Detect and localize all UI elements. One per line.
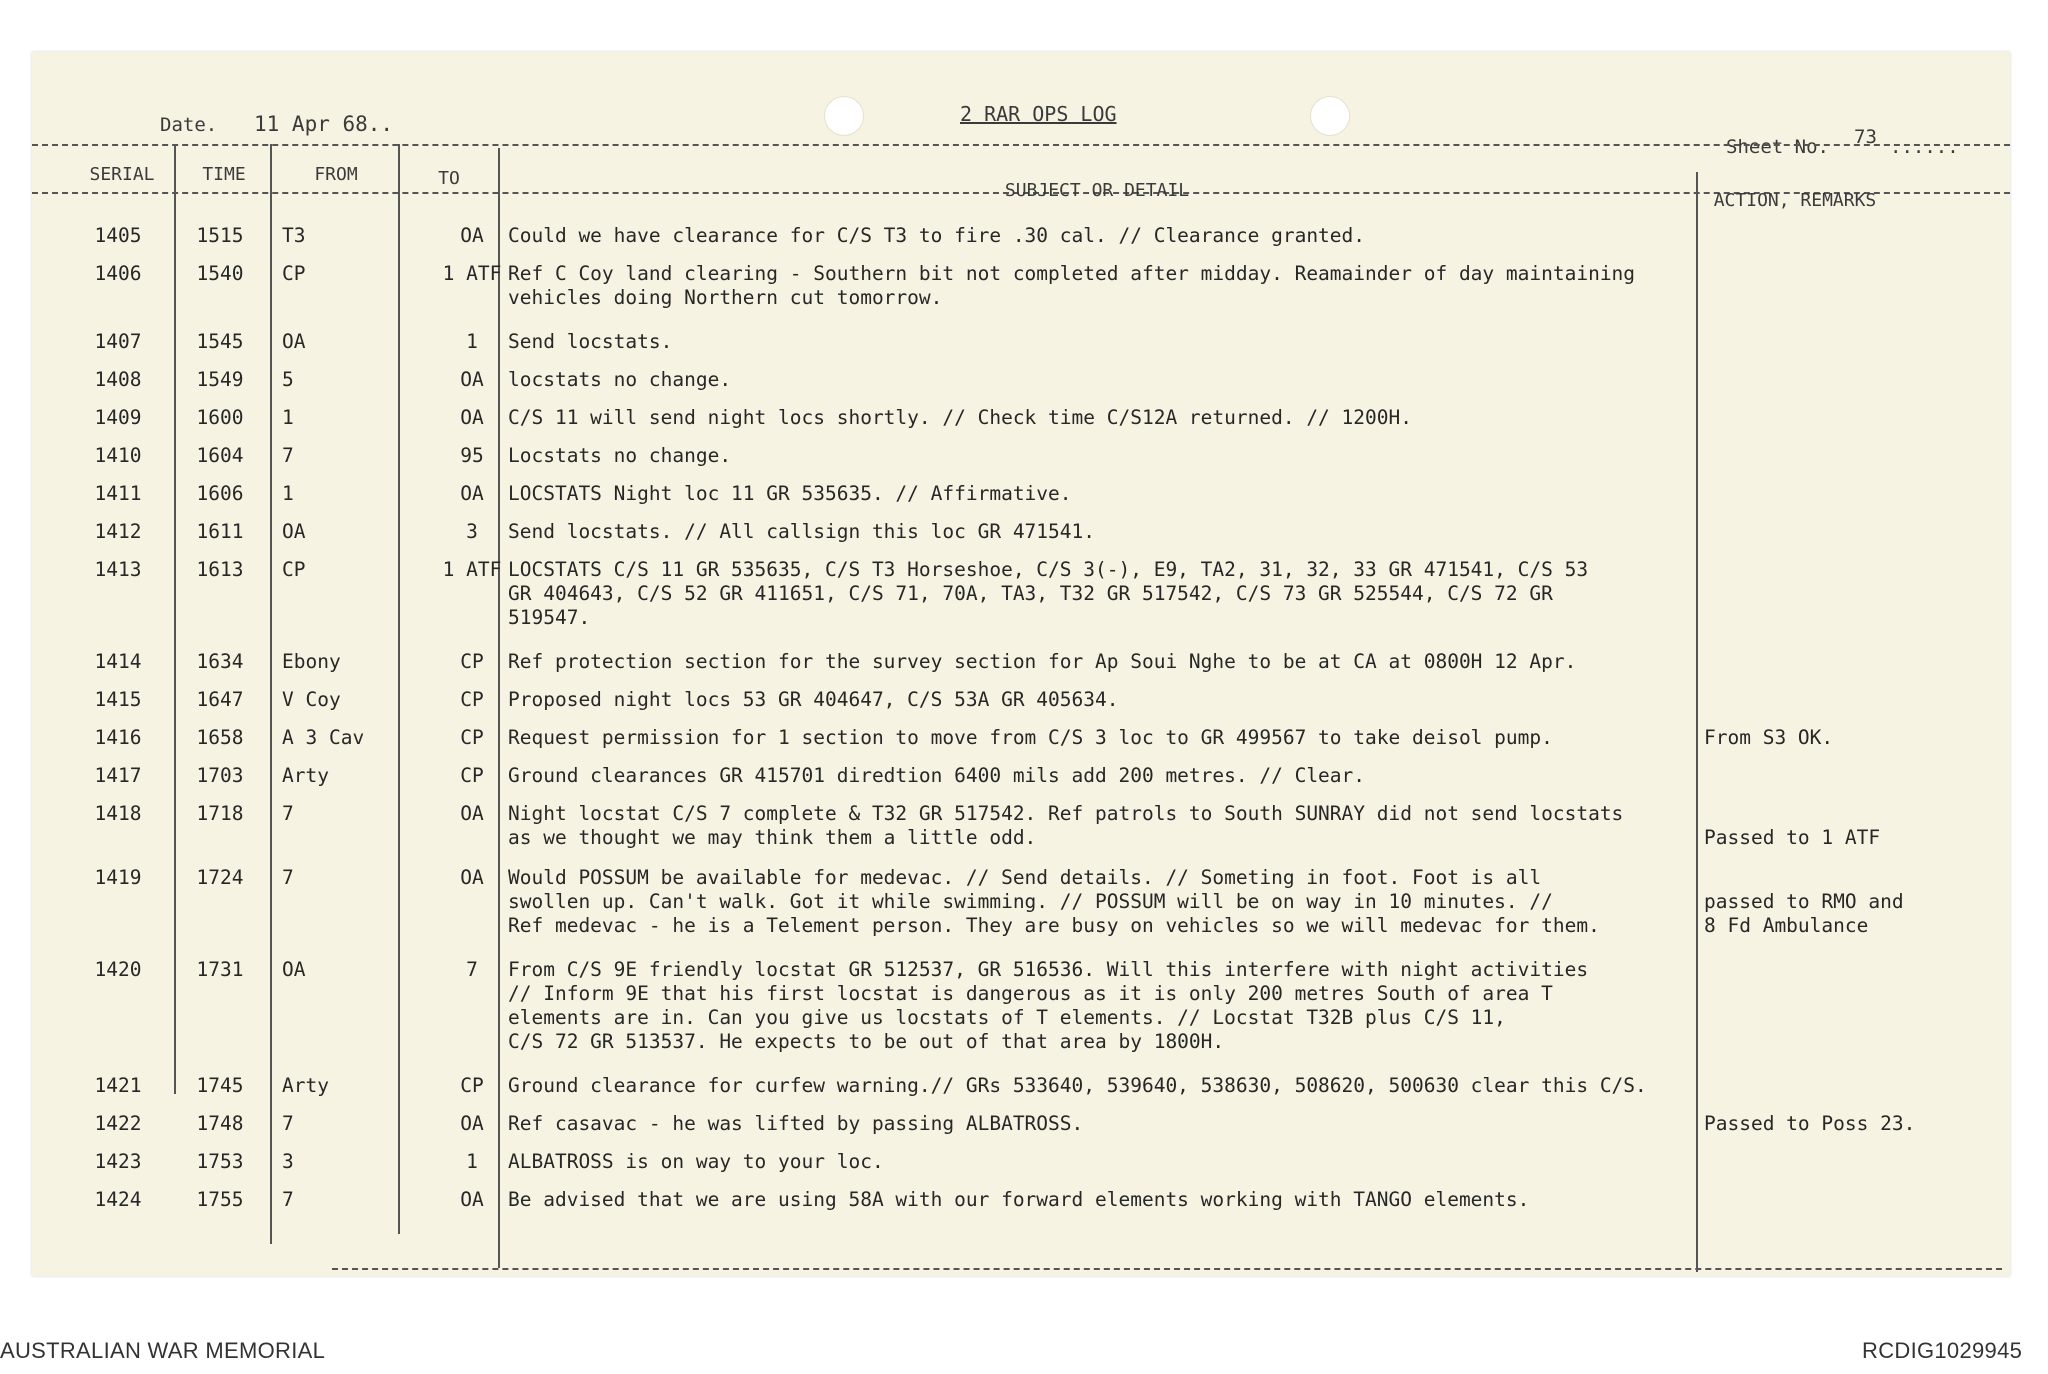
to-cell: 1: [466, 1150, 478, 1173]
serial-cell: 1417: [94, 764, 142, 787]
time-cell: 1753: [196, 1150, 244, 1173]
top-rule: [32, 144, 2010, 146]
col-serial: SERIAL: [89, 164, 155, 185]
detail-cell: Proposed night locs 53 GR 404647, C/S 53A GR 405634.: [508, 688, 1119, 711]
col-detail: SUBJECT OR DETAIL: [1004, 180, 1190, 201]
from-cell: 7: [282, 1112, 294, 1135]
col-from: FROM: [314, 164, 358, 185]
from-cell: OA: [282, 520, 306, 543]
serial-cell: 1409: [94, 406, 142, 429]
serial-cell: 1418: [94, 802, 142, 825]
col-action: ACTION, REMARKS: [1713, 190, 1877, 211]
to-cell: OA: [460, 1112, 484, 1135]
serial-cell: 1416: [94, 726, 142, 749]
to-cell: OA: [460, 866, 484, 889]
time-cell: 1755: [196, 1188, 244, 1211]
time-cell: 1718: [196, 802, 244, 825]
divider-time-from: [270, 144, 272, 1244]
to-cell: 95: [460, 444, 484, 467]
time-cell: 1540: [196, 262, 244, 285]
to-cell: CP: [460, 1074, 484, 1097]
time-cell: 1549: [196, 368, 244, 391]
sheet-label: Sheet No.: [1726, 136, 1829, 158]
detail-cell: Send locstats.: [508, 330, 673, 353]
to-cell: OA: [460, 482, 484, 505]
detail-cell: Could we have clearance for C/S T3 to fire .30 cal. // Clearance granted.: [508, 224, 1366, 247]
detail-cell: Request permission for 1 section to move from C/S 3 loc to GR 499567 to take deisol pump.: [508, 726, 1553, 749]
serial-cell: 1423: [94, 1150, 142, 1173]
log-sheet: [32, 52, 2010, 1276]
date-value: 11 Apr 68..: [254, 112, 394, 136]
serial-cell: 1421: [94, 1074, 142, 1097]
detail-cell: Locstats no change.: [508, 444, 732, 467]
to-cell: OA: [460, 802, 484, 825]
action-cell: passed to RMO and 8 Fd Ambulance: [1704, 890, 1904, 937]
from-cell: 1: [282, 406, 294, 429]
date-label: Date.: [160, 114, 218, 136]
serial-cell: 1410: [94, 444, 142, 467]
to-cell: OA: [460, 224, 484, 247]
detail-cell: C/S 11 will send night locs shortly. // Check time C/S12A returned. // 1200H.: [508, 406, 1412, 429]
serial-cell: 1415: [94, 688, 142, 711]
action-cell: From S3 OK.: [1704, 726, 1834, 749]
detail-cell: LOCSTATS C/S 11 GR 535635, C/S T3 Horseshoe, C/S 3(-), E9, TA2, 31, 32, 33 GR 471541, C/S 53 GR 404643, C/S 52 GR 411651, C/S 71, 70A, TA3, T32 GR 517542, C/S 73 GR 525544, C/S 72 GR 519547.: [508, 558, 1589, 629]
serial-cell: 1414: [94, 650, 142, 673]
to-cell: CP: [460, 726, 484, 749]
time-cell: 1634: [196, 650, 244, 673]
detail-cell: Ref protection section for the survey section for Ap Soui Nghe to be at CA at 0800H 12 Apr.: [508, 650, 1577, 673]
detail-cell: ALBATROSS is on way to your loc.: [508, 1150, 884, 1173]
from-cell: A 3 Cav: [282, 726, 365, 749]
time-cell: 1658: [196, 726, 244, 749]
serial-cell: 1411: [94, 482, 142, 505]
detail-cell: Send locstats. // All callsign this loc GR 471541.: [508, 520, 1095, 543]
detail-cell: Ref C Coy land clearing - Southern bit not completed after midday. Reamainder of day maintaining vehicles doing Northern cut tomorrow.: [508, 262, 1636, 309]
from-cell: 1: [282, 482, 294, 505]
from-cell: OA: [282, 958, 306, 981]
detail-cell: LOCSTATS Night loc 11 GR 535635. // Affirmative.: [508, 482, 1072, 505]
time-cell: 1600: [196, 406, 244, 429]
from-cell: Ebony: [282, 650, 341, 673]
from-cell: 3: [282, 1150, 294, 1173]
to-cell: 7: [466, 958, 478, 981]
time-cell: 1724: [196, 866, 244, 889]
detail-cell: Ref casavac - he was lifted by passing ALBATROSS.: [508, 1112, 1084, 1135]
sheet-number: 73: [1854, 126, 1877, 148]
time-cell: 1611: [196, 520, 244, 543]
time-cell: 1745: [196, 1074, 244, 1097]
time-cell: 1545: [196, 330, 244, 353]
action-cell: Passed to Poss 23.: [1704, 1112, 1916, 1135]
time-cell: 1703: [196, 764, 244, 787]
from-cell: Arty: [282, 1074, 329, 1097]
time-cell: 1748: [196, 1112, 244, 1135]
serial-cell: 1419: [94, 866, 142, 889]
col-time: TIME: [202, 164, 246, 185]
to-cell: 1: [466, 330, 478, 353]
detail-cell: locstats no change.: [508, 368, 732, 391]
from-cell: CP: [282, 558, 306, 581]
to-cell: OA: [460, 406, 484, 429]
sheet-dots: ......: [1890, 136, 1959, 158]
detail-cell: Night locstat C/S 7 complete & T32 GR 517542. Ref patrols to South SUNRAY did not send locstats as we thought we may think them a little odd.: [508, 802, 1624, 849]
from-cell: 7: [282, 802, 294, 825]
detail-cell: Ground clearances GR 415701 diredtion 6400 mils add 200 metres. // Clear.: [508, 764, 1366, 787]
serial-cell: 1405: [94, 224, 142, 247]
detail-cell: Would POSSUM be available for medevac. // Send details. // Someting in foot. Foot is all swollen up. Can't walk. Got it while swimming. // POSSUM will be on way in 10 minutes. // Ref medevac - he is a Telement person. They are busy on vehicles so we will medevac for them.: [508, 866, 1600, 937]
serial-cell: 1407: [94, 330, 142, 353]
divider-serial-time: [174, 144, 176, 1094]
from-cell: V Coy: [282, 688, 341, 711]
time-cell: 1731: [196, 958, 244, 981]
time-cell: 1613: [196, 558, 244, 581]
from-cell: 7: [282, 444, 294, 467]
log-title: 2 RAR OPS LOG: [960, 102, 1117, 126]
time-cell: 1606: [196, 482, 244, 505]
to-cell: CP: [460, 650, 484, 673]
serial-cell: 1422: [94, 1112, 142, 1135]
serial-cell: 1424: [94, 1188, 142, 1211]
serial-cell: 1412: [94, 520, 142, 543]
to-cell: CP: [460, 688, 484, 711]
to-cell: 3: [466, 520, 478, 543]
time-cell: 1604: [196, 444, 244, 467]
col-to: TO: [438, 168, 460, 189]
punch-hole-right: [1310, 96, 1350, 136]
from-cell: 7: [282, 866, 294, 889]
to-cell: CP: [460, 764, 484, 787]
detail-cell: Be advised that we are using 58A with our forward elements working with TANGO elements.: [508, 1188, 1530, 1211]
punch-hole-left: [824, 96, 864, 136]
to-cell: 1 ATF: [442, 262, 502, 285]
from-cell: CP: [282, 262, 306, 285]
to-cell: OA: [460, 1188, 484, 1211]
from-cell: 5: [282, 368, 294, 391]
bottom-rule: [332, 1268, 2002, 1270]
detail-cell: Ground clearance for curfew warning.// GRs 533640, 539640, 538630, 508620, 500630 clear this C/S.: [508, 1074, 1647, 1097]
from-cell: Arty: [282, 764, 329, 787]
from-cell: OA: [282, 330, 306, 353]
serial-cell: 1420: [94, 958, 142, 981]
to-cell: OA: [460, 368, 484, 391]
from-cell: 7: [282, 1188, 294, 1211]
serial-cell: 1413: [94, 558, 142, 581]
archive-reference: RCDIG1029945: [1862, 1338, 2023, 1363]
to-cell: 1 ATF: [442, 558, 502, 581]
serial-cell: 1406: [94, 262, 142, 285]
detail-cell: From C/S 9E friendly locstat GR 512537, GR 516536. Will this interfere with night activities // Inform 9E that his first locstat is dangerous as it is only 200 metres South of area T elements are in. Can you give us locstats of T elements. // Locstat T32B plus C/S 11, C/S 72 GR 513537. He expects to be out of that area by 1800H.: [508, 958, 1589, 1053]
action-cell: Passed to 1 ATF: [1704, 826, 1881, 849]
archive-credit: AUSTRALIAN WAR MEMORIAL: [0, 1338, 326, 1363]
serial-cell: 1408: [94, 368, 142, 391]
from-cell: T3: [282, 224, 306, 247]
time-cell: 1647: [196, 688, 244, 711]
time-cell: 1515: [196, 224, 244, 247]
